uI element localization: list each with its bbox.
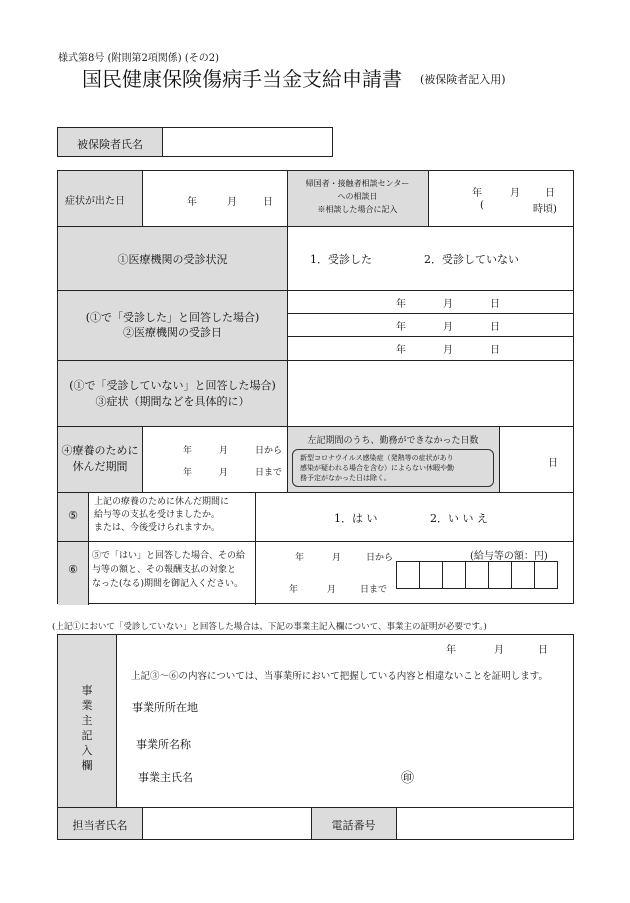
q4-label: ④療養のために 休んだ期間 — [61, 444, 139, 473]
q4-absent-days-title: 左記期間のうち、勤務ができなかった日数 — [307, 436, 479, 446]
insured-name-label: 被保険者氏名 — [77, 138, 143, 151]
phone-label: 電話番号 — [331, 819, 376, 832]
q5-question: 上記の療養のために休んだ期間に 給与等の支払を受けましたか。 または、今後受けられますか。 — [94, 497, 230, 533]
q6-pay-period-field[interactable]: 年 月 日から 年 月 日まで — [289, 553, 394, 595]
q3-label: (①で「受診していない」と回答した場合) ③症状（期間などを具体的に） — [69, 379, 276, 408]
q6-question: ⑤で「はい」と回答した場合、その給 与等の額と、その報酬支払の対象と なった(なる)期間を御記入ください。 — [92, 551, 246, 589]
page-subtitle: (被保険者記入用) — [420, 73, 506, 86]
q1-option-not-visited[interactable]: 2．受診していない — [424, 253, 519, 266]
employer-cert-date-field[interactable]: 年 月 日 — [446, 645, 548, 656]
page-title: 国民健康保険傷病手当金支給申請書 — [82, 67, 402, 91]
office-address-label: 事業所所在地 — [132, 701, 198, 714]
q4-absent-note: 新型コロナウイルス感染症（発熱等の症状があり 感染が疑われる場合を含む）によらない休暇や勤 務予定がなかった日は除く。 — [300, 454, 454, 482]
owner-name-label: 事業主氏名 — [138, 771, 193, 784]
employer-section — [57, 634, 574, 840]
office-name-label: 事業所名称 — [136, 738, 191, 751]
q6-number: ⑥ — [68, 563, 78, 576]
seal-mark: ㊞ — [401, 771, 415, 786]
symptom-date-field[interactable]: 年 月 日 — [187, 197, 273, 208]
office-address-field[interactable] — [233, 693, 563, 717]
q6-amount-label: (給与等の額：円) — [470, 551, 548, 562]
q5-option-yes[interactable]: 1．は い — [334, 512, 378, 525]
q4-rest-period-field[interactable]: 年 月 日から 年 月 日まで — [183, 446, 283, 478]
consult-date-field[interactable]: 年 月 日 ( 時頃) — [472, 188, 557, 215]
consult-center-label: 帰国者・接触者相談センター への相談日 ※相談した場合に記入 — [305, 179, 410, 214]
office-name-field[interactable] — [233, 730, 563, 754]
main-form-table — [57, 170, 574, 604]
owner-name-field[interactable] — [233, 763, 393, 787]
employer-certify-text: 上記③～⑥の内容については、当事業所において把握している内容と相違ないことを証明します。 — [131, 671, 549, 682]
employer-section-label: 事業主記入欄 — [81, 684, 93, 772]
insured-name-field[interactable] — [162, 127, 333, 157]
q6-amount-boxes[interactable] — [396, 561, 564, 589]
phone-field[interactable] — [397, 808, 573, 839]
q2-visit-date-2[interactable]: 年 月 日 — [396, 322, 500, 333]
insured-name-label-cell — [57, 127, 163, 157]
employer-note: (上記①において「受診していない」と回答した場合は、下記の事業主記入欄について、事業主の証明が必要です。) — [52, 622, 487, 632]
q5-number: ⑤ — [68, 509, 78, 522]
q2-visit-date-1[interactable]: 年 月 日 — [396, 299, 500, 310]
q2-label: (①で「受診した」と回答した場合) ②医療機関の受診日 — [85, 311, 260, 339]
q3-symptom-field[interactable] — [288, 361, 573, 426]
q5-option-no[interactable]: 2．い い え — [430, 512, 488, 525]
q1-option-visited[interactable]: 1．受診した — [310, 253, 372, 266]
staff-name-field[interactable] — [143, 808, 310, 839]
q2-visit-date-3[interactable]: 年 月 日 — [396, 345, 500, 356]
q4-absent-note-bracket — [292, 449, 494, 487]
staff-name-label: 担当者氏名 — [72, 819, 128, 832]
symptom-date-label: 症状が出た日 — [65, 196, 125, 207]
q4-absent-days-field[interactable]: 日 — [548, 458, 558, 469]
form-number: 様式第8号 (附則第2項関係) (その2) — [58, 53, 220, 64]
q1-label: ①医療機関の受診状況 — [117, 253, 228, 266]
